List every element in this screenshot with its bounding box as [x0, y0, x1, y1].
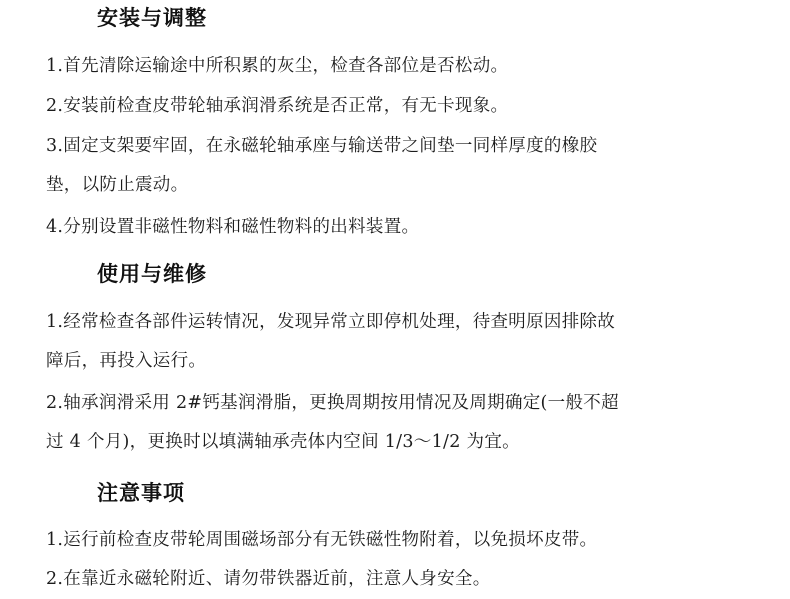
text-line: 障后，再投入运行。: [46, 351, 207, 371]
paragraph-install-1: [46, 47, 746, 86]
paragraph-install-3: [46, 127, 746, 205]
text-line: 过 4 个月)，更换时以填满轴承壳体内空间 1/3～1/2 为宜。: [46, 432, 520, 452]
paragraph-notes-1: [46, 521, 746, 560]
paragraph-install-4: [46, 208, 746, 247]
text-line: 1.运行前检查皮带轮周围磁场部分有无铁磁性物附着，以免损坏皮带。: [46, 530, 598, 550]
text-line: 3.固定支架要牢固，在永磁轮轴承座与输送带之间垫一同样厚度的橡胶: [46, 136, 598, 156]
section-heading-install: 安装与调整: [97, 6, 207, 30]
text-line: 2.安装前检查皮带轮轴承润滑系统是否正常，有无卡现象。: [46, 96, 509, 116]
section-heading-notes: 注意事项: [97, 481, 185, 505]
text-line: 4.分别设置非磁性物料和磁性物料的出料装置。: [46, 217, 420, 237]
text-line: 2.在靠近永磁轮附近、请勿带铁器近前，注意人身安全。: [46, 569, 491, 589]
paragraph-usage-1: [46, 303, 746, 381]
paragraph-notes-2: [46, 560, 746, 599]
text-line: 1.经常检查各部件运转情况，发现异常立即停机处理，待查明原因排除故: [46, 312, 616, 332]
text-line: 2.轴承润滑采用 2#钙基润滑脂，更换周期按用情况及周期确定(一般不超: [46, 393, 619, 413]
text-line: 1.首先清除运输途中所积累的灰尘，检查各部位是否松动。: [46, 56, 509, 76]
paragraph-usage-2: [46, 384, 746, 462]
paragraph-install-2: [46, 87, 746, 126]
text-line: 垫，以防止震动。: [46, 175, 189, 195]
section-heading-usage: 使用与维修: [97, 262, 207, 286]
